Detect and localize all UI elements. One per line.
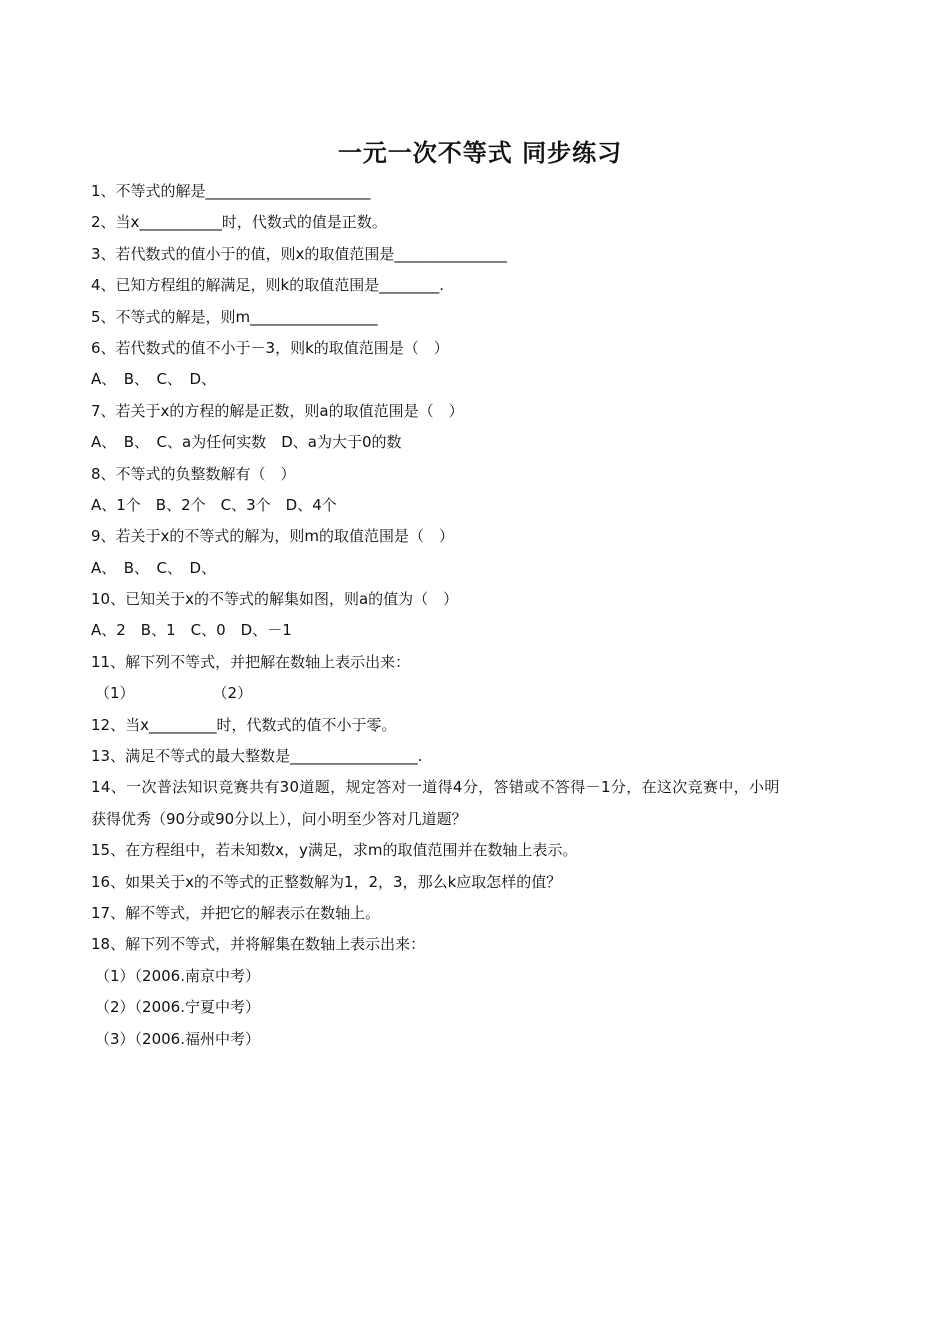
question-13: 13、满足不等式的最大整数是_________________.: [91, 747, 423, 766]
question-8-options: A、1个 B、2个 C、3个 D、4个: [91, 495, 337, 514]
question-15: 15、在方程组中，若未知数x，y满足，求m的取值范围并在数轴上表示。: [91, 841, 578, 860]
question-6-options: A、 B、 C、 D、: [91, 370, 217, 389]
question-9-options: A、 B、 C、 D、: [91, 558, 217, 577]
question-1: 1、不等式的解是______________________: [91, 182, 371, 200]
question-11-part-1: （1）: [95, 684, 135, 703]
question-11: 11、解下列不等式，并把解在数轴上表示出来：: [91, 652, 411, 671]
question-14: 14、一次普法知识竞赛共有30道题，规定答对一道得4分，答错或不答得－1分，在这次竞赛中，小明: [91, 778, 780, 797]
question-18-part-1: （1）（2006.南京中考）: [95, 966, 260, 985]
question-3: 3、若代数式的值小于的值，则x的取值范围是_______________: [91, 244, 507, 263]
question-16: 16、如果关于x的不等式的正整数解为1，2，3，那么k应取怎样的值？: [91, 872, 562, 891]
question-8: 8、不等式的负整数解有（ ）: [91, 464, 296, 483]
question-7: 7、若关于x的方程的解是正数，则a的取值范围是（ ）: [91, 401, 464, 420]
page-title: 一元一次不等式 同步练习: [337, 139, 623, 167]
question-12: 12、当x_________时，代数式的值不小于零。: [91, 715, 397, 734]
question-5: 5、不等式的解是，则m_________________: [91, 307, 378, 326]
question-9: 9、若关于x的不等式的解为，则m的取值范围是（ ）: [91, 527, 455, 546]
question-list: [91, 176, 866, 1055]
question-18: 18、解下列不等式，并将解集在数轴上表示出来：: [91, 935, 426, 954]
question-10: 10、已知关于x的不等式的解集如图，则a的值为（ ）: [91, 590, 459, 609]
question-11-part-2: （2）: [212, 684, 253, 703]
question-17: 17、解不等式，并把它的解表示在数轴上。: [91, 903, 381, 922]
question-6: 6、若代数式的值不小于－3，则k的取值范围是（ ）: [91, 338, 449, 357]
question-7-options: A、 B、 C、a为任何实数 D、a为大于0的数: [91, 433, 402, 452]
question-14-continued: 获得优秀（90分或90分以上），问小明至少答对几道题？: [91, 809, 467, 828]
question-18-part-2: （2）（2006.宁夏中考）: [95, 998, 260, 1017]
question-4: 4、已知方程组的解满足，则k的取值范围是________.: [91, 276, 444, 295]
question-2: 2、当x___________时，代数式的值是正数。: [91, 213, 387, 232]
question-18-part-3: （3）（2006.福州中考）: [95, 1029, 260, 1048]
question-10-options: A、2 B、1 C、0 D、－1: [91, 621, 292, 640]
question-11-parts: [91, 678, 866, 709]
